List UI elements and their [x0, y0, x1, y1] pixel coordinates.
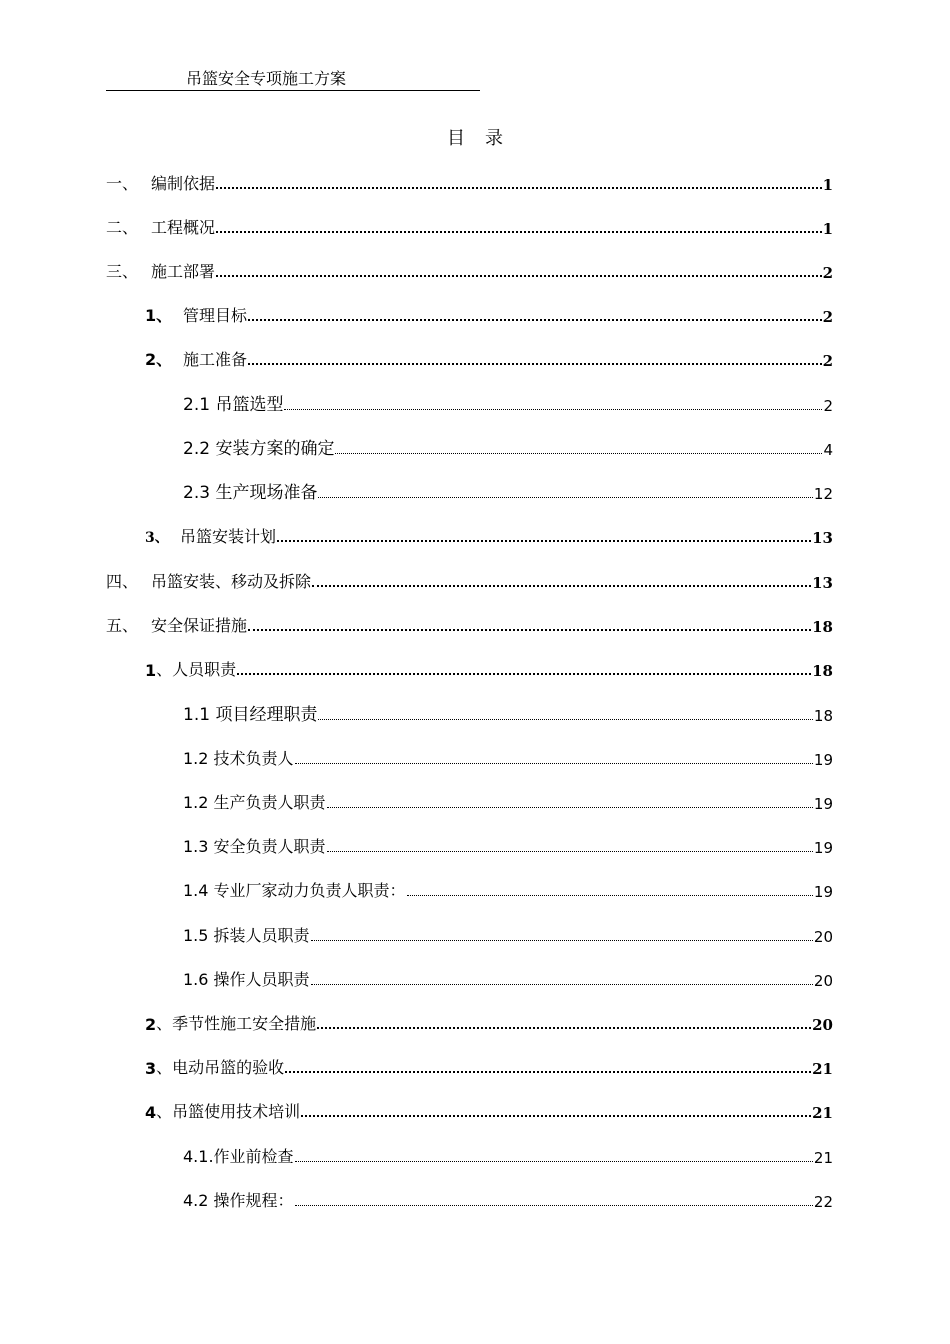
toc-entry-page: 21: [812, 1060, 833, 1078]
toc-entry-number: 五、: [106, 616, 139, 635]
toc-entry-text: 2.3 生产现场准备: [183, 483, 318, 503]
toc-leader-dots: [312, 585, 811, 587]
toc-entry-number: 四、: [106, 572, 139, 591]
toc-leader-dots: [318, 497, 812, 498]
toc-entry[interactable]: [106, 168, 833, 194]
toc-entry[interactable]: [183, 477, 833, 503]
toc-leader-dots: [237, 673, 811, 675]
toc-entry-page: 13: [812, 529, 833, 547]
toc-leader-dots: [277, 540, 811, 542]
toc-entry[interactable]: [183, 699, 833, 725]
toc-entry-text: 1.6 操作人员职责: [183, 970, 310, 989]
toc-entry-text: 1.4 专业厂家动力负责人职责：: [183, 881, 406, 900]
toc-entry[interactable]: [106, 212, 833, 238]
toc-entry-text: 1.5 拆装人员职责: [183, 926, 310, 945]
toc-entry[interactable]: [183, 920, 833, 946]
toc-leader-dots: [295, 763, 813, 764]
toc-entry[interactable]: [183, 433, 833, 459]
toc-entry-text: 1.2 技术负责人: [183, 749, 294, 768]
toc-entry-number: 2: [145, 1015, 157, 1034]
toc-entry-number: 1: [145, 661, 157, 680]
toc-leader-dots: [327, 851, 813, 852]
toc-entry-page: 20: [812, 1016, 833, 1034]
toc-leader-dots: [284, 409, 822, 410]
toc-entry[interactable]: [145, 300, 833, 326]
toc-title: 目录: [447, 128, 523, 149]
toc-entry-text: 4.1.作业前检查: [183, 1147, 294, 1166]
toc-leader-dots: [311, 940, 813, 941]
toc-entry-page: 12: [813, 485, 833, 503]
toc-entry-text: 编制依据: [151, 174, 216, 193]
toc-entry-text: 工程概况: [151, 218, 216, 237]
toc-entry-page: 13: [812, 574, 833, 592]
toc-entry-number: 1、: [145, 306, 173, 325]
toc-entry-page: 20: [813, 972, 833, 990]
toc-entry-text: 、人员职责: [156, 660, 237, 679]
toc-entry[interactable]: [145, 344, 833, 370]
toc-entry-page: 1: [822, 176, 833, 194]
toc-entry-text: 4.2 操作规程：: [183, 1191, 294, 1210]
toc-entry-page: 4: [823, 441, 833, 459]
toc-entry[interactable]: [183, 743, 833, 769]
toc-entry-page: 21: [813, 1149, 833, 1167]
toc-leader-dots: [248, 363, 822, 365]
toc-entry-number: 2、: [145, 350, 173, 369]
toc-leader-dots: [248, 629, 811, 631]
toc-entry-text: 、电动吊篮的验收: [156, 1058, 285, 1077]
toc-leader-dots: [216, 231, 822, 233]
toc-entry[interactable]: [145, 1096, 833, 1122]
toc-entry-number: 二、: [106, 218, 139, 237]
toc-entry-number: 一、: [106, 174, 139, 193]
toc-leader-dots: [216, 187, 822, 189]
toc-entry[interactable]: [183, 787, 833, 813]
toc-entry-page: 19: [813, 839, 833, 857]
toc-entry[interactable]: [145, 1008, 833, 1034]
toc-entry[interactable]: [106, 566, 833, 592]
toc-leader-dots: [248, 319, 822, 321]
page-header: [106, 68, 480, 91]
toc-leader-dots: [301, 1115, 811, 1117]
toc-entry-page: 21: [812, 1104, 833, 1122]
toc-entry-page: 2: [823, 397, 833, 415]
toc-entry-page: 18: [812, 618, 833, 636]
toc-entry-text: 1.2 生产负责人职责: [183, 793, 326, 812]
toc-entry-text: 吊篮安装计划: [180, 527, 277, 546]
toc-entry-text: 管理目标: [183, 306, 248, 325]
toc-leader-dots: [407, 895, 813, 896]
toc-entry-page: 20: [813, 928, 833, 946]
toc-entry-page: 22: [813, 1193, 833, 1211]
toc-entry[interactable]: [183, 875, 833, 901]
toc-entry-text: 安全保证措施: [151, 616, 248, 635]
toc-entry-page: 2: [822, 352, 833, 370]
toc-leader-dots: [295, 1161, 813, 1162]
toc-entry-page: 19: [813, 883, 833, 901]
toc-entry-text: 吊篮安装、移动及拆除: [151, 572, 312, 591]
toc-entry-page: 19: [813, 795, 833, 813]
toc-entry-page: 2: [822, 264, 833, 282]
toc-entry-text: 、季节性施工安全措施: [156, 1014, 317, 1033]
toc-entry[interactable]: [145, 1052, 833, 1078]
toc-entry-number: 4: [145, 1103, 157, 1122]
toc-entry-page: 19: [813, 751, 833, 769]
toc-entry-text: 施工准备: [183, 350, 248, 369]
toc-entry-number: 3、: [145, 530, 169, 546]
toc-entry-text: 2.1 吊篮选型: [183, 395, 284, 415]
toc-entry[interactable]: [183, 831, 833, 857]
toc-entry-text: 施工部署: [151, 262, 216, 281]
toc-entry-text: 2.2 安装方案的确定: [183, 439, 335, 459]
toc-entry[interactable]: [183, 389, 833, 415]
toc-leader-dots: [335, 453, 822, 454]
toc-entry[interactable]: [145, 654, 833, 680]
toc-leader-dots: [317, 1027, 811, 1029]
toc-entry-text: 、吊篮使用技术培训: [156, 1102, 301, 1121]
toc-entry[interactable]: [106, 610, 833, 636]
toc-entry[interactable]: [183, 1141, 833, 1167]
toc-leader-dots: [216, 275, 822, 277]
toc-leader-dots: [285, 1071, 811, 1073]
toc-entry-page: 1: [822, 220, 833, 238]
toc-leader-dots: [318, 719, 812, 720]
toc-entry-text: 1.1 项目经理职责: [183, 705, 318, 725]
toc-leader-dots: [311, 984, 813, 985]
toc-entry-number: 3: [145, 1059, 157, 1078]
toc-entry-page: 2: [822, 308, 833, 326]
toc-entry[interactable]: [183, 964, 833, 990]
toc-entry[interactable]: [106, 256, 833, 282]
toc-entry-page: 18: [812, 662, 833, 680]
toc-entry-number: 三、: [106, 262, 139, 281]
toc-leader-dots: [295, 1205, 813, 1206]
header-title: 吊篮安全专项施工方案: [186, 69, 347, 88]
toc-entry[interactable]: [145, 521, 833, 547]
toc-entry[interactable]: [183, 1185, 833, 1211]
toc-leader-dots: [327, 807, 813, 808]
toc-entry-page: 18: [813, 707, 833, 725]
toc-entry-text: 1.3 安全负责人职责: [183, 837, 326, 856]
